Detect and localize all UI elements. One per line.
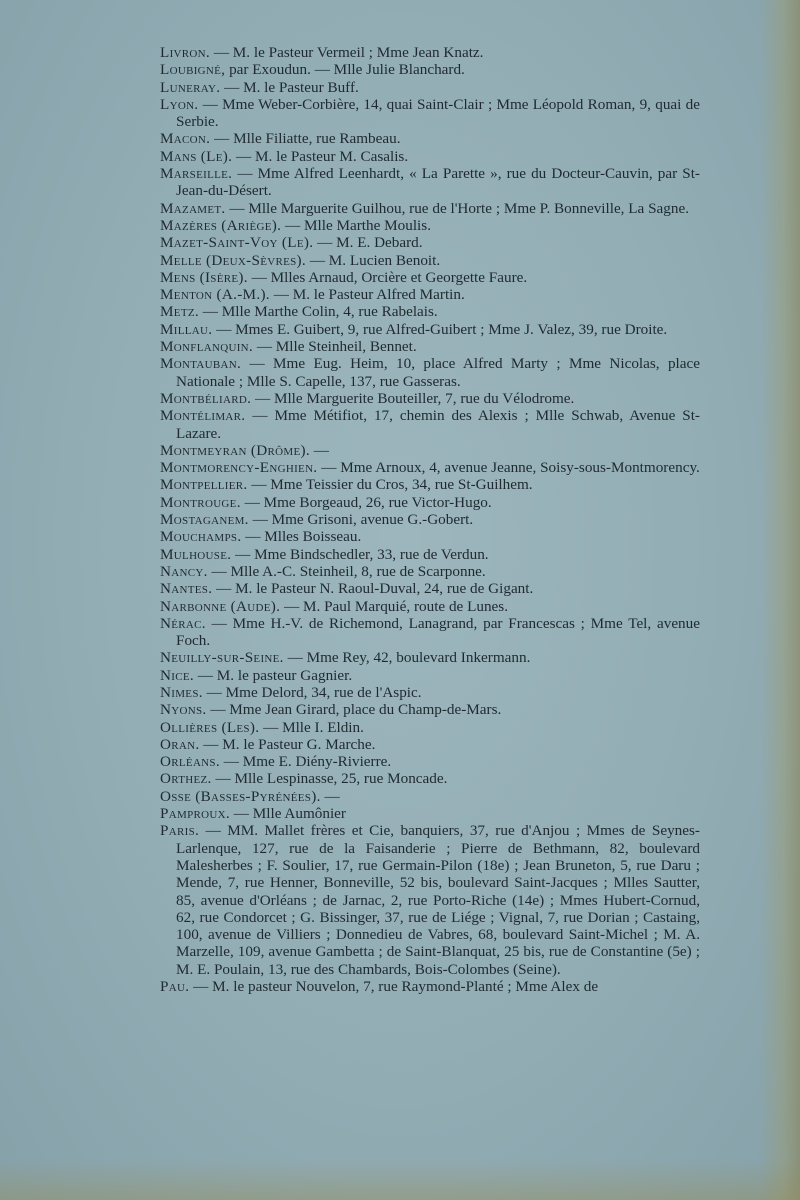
entry-place: Menton (A.-M.).	[160, 286, 270, 304]
entry-text: — Mme Rey, 42, boulevard Inkermann.	[283, 649, 531, 667]
list-entry	[160, 407, 700, 442]
list-entry	[160, 528, 700, 545]
list-entry	[160, 96, 700, 131]
entry-place: Montmeyran (Drôme).	[160, 441, 310, 459]
entry-text: — Mme Alfred Leenhardt, « La Parette », rue du Docteur-Cauvin, par St-Jean-du-Désert.	[176, 165, 700, 200]
entry-place: Nérac.	[160, 614, 206, 632]
list-entry	[160, 598, 700, 615]
entry-place: Nantes.	[160, 580, 213, 598]
entry-place: Orléans.	[160, 753, 220, 771]
list-entry	[160, 476, 700, 493]
entry-place: Orthez.	[160, 770, 212, 788]
entry-text: — Mme Métifiot, 17, chemin des Alexis ; Mlle Schwab, Avenue St-Lazare.	[176, 407, 700, 442]
list-entry	[160, 252, 700, 269]
entry-place: Loubigné,	[160, 61, 226, 79]
entry-place: Mulhouse.	[160, 545, 232, 563]
entry-place: Mouchamps.	[160, 528, 242, 546]
entry-text: — Mlle Marguerite Bouteiller, 7, rue du Vélodrome.	[251, 389, 575, 407]
entry-place: Narbonne (Aude).	[160, 597, 281, 615]
entry-text: par Exoudun. — Mlle Julie Blanchard.	[225, 61, 465, 79]
list-entry	[160, 61, 700, 78]
entry-text: — M. le pasteur Nouvelon, 7, rue Raymond-Planté ; Mme Alex de	[189, 978, 599, 996]
list-entry	[160, 148, 700, 165]
list-entry	[160, 494, 700, 511]
entry-place: Mans (Le).	[160, 147, 233, 165]
list-entry	[160, 719, 700, 736]
entry-place: Nyons.	[160, 701, 207, 719]
entry-text: — Mme H.-V. de Richemond, Lanagrand, par Francescas ; Mme Tel, avenue Foch.	[176, 614, 700, 650]
entry-place: Oran.	[160, 735, 200, 753]
list-entry	[160, 338, 700, 355]
entry-place: Lyon.	[160, 95, 199, 113]
entry-place: Mazères (Ariège).	[160, 216, 282, 234]
list-entry	[160, 788, 700, 805]
entry-text: —	[309, 441, 329, 459]
entry-text: — Mlle I. Eldin.	[259, 718, 364, 736]
address-list	[160, 44, 700, 995]
list-entry	[160, 79, 700, 96]
entry-text: — Mlle A.-C. Steinheil, 8, rue de Scarponne.	[207, 562, 486, 580]
entry-text: — Mlle Filiatte, rue Rambeau.	[210, 130, 401, 148]
list-entry	[160, 805, 700, 822]
list-entry	[160, 442, 700, 459]
list-entry	[160, 580, 700, 597]
entry-text: — Mlles Arnaud, Orcière et Georgette Faure.	[247, 268, 528, 286]
list-entry	[160, 390, 700, 407]
list-entry	[160, 736, 700, 753]
list-entry	[160, 200, 700, 217]
entry-text: — Mme Grisoni, avenue G.-Gobert.	[248, 511, 474, 529]
entry-text: — M. le Pasteur Vermeil ; Mme Jean Knatz.	[210, 44, 484, 61]
entry-place: Mazet-Saint-Voy (Le).	[160, 234, 314, 252]
list-entry	[160, 130, 700, 147]
entry-text: — Mlle Aumônier	[229, 805, 346, 823]
entry-place: Pamproux.	[160, 805, 230, 823]
entry-text: — M. le pasteur Gagnier.	[193, 666, 353, 684]
entry-place: Millau.	[160, 320, 213, 338]
entry-place: Metz.	[160, 303, 199, 321]
entry-text: — Mlle Marguerite Guilhou, rue de l'Horte ; Mme P. Bonneville, La Sagne.	[225, 199, 690, 217]
entry-text: — M. le Pasteur Alfred Martin.	[269, 286, 465, 304]
entry-text: — Mlles Boisseau.	[241, 528, 362, 546]
entry-text: — Mme Borgeaud, 26, rue Victor-Hugo.	[240, 493, 492, 511]
list-entry	[160, 321, 700, 338]
entry-text: — Mme Delord, 34, rue de l'Aspic.	[202, 683, 422, 701]
entry-place: Mazamet.	[160, 199, 226, 217]
list-entry	[160, 303, 700, 320]
list-entry	[160, 511, 700, 528]
entry-text: — Mlle Lespinasse, 25, rue Moncade.	[211, 770, 448, 788]
entry-text: — Mme Bindschedler, 33, rue de Verdun.	[231, 545, 489, 563]
list-entry	[160, 649, 700, 666]
list-entry	[160, 753, 700, 770]
entry-text: — MM. Mallet frères et Cie, banquiers, 37, rue d'Anjou ; Mmes de Seynes-Larlenque, 127, rue de la Faisanderie ; Pierre de Bethmann, 82, boulevard Malesherbes ; F. Soulier, 17, rue Germain-Pilon (18e) ; Jean Bruneton, 5, rue Daru ; Mende, 7, rue Henner, Bonneville, 52 bis, boulevard Saint-Jacques ; Mlles Sautter, 85, avenue d'Orléans ; de Jarnac, 2, rue Porto-Riche (14e) ; Mmes Hubert-Cornud, 62, rue Condorcet ; G. Bissinger, 37, rue de Liége ; Vignal, 7, rue Dorian ; Castaing, 100, avenue de Villiers ; Donnedieu de Vabres, 68, boulevard Saint-Michel ; M. A. Marzelle, 109, avenue Gambetta ; de Saint-Blanquat, 25 bis, rue de Constantine (5e) ; M. E. Poulain, 13, rue des Chambards, Bois-Colombes (Seine).	[176, 822, 700, 978]
list-entry	[160, 165, 700, 200]
entry-text: — Mme E. Diény-Rivierre.	[219, 753, 392, 771]
entry-place: Nancy.	[160, 562, 208, 580]
entry-text: — Mlle Steinheil, Bennet.	[253, 338, 417, 356]
entry-place: Livron.	[160, 44, 211, 61]
entry-text: — M. E. Debard.	[313, 234, 423, 252]
entry-place: Ollières (Les).	[160, 718, 260, 736]
entry-place: Montélimar.	[160, 407, 246, 425]
entry-text: — Mme Weber-Corbière, 14, quai Saint-Clair ; Mme Léopold Roman, 9, quai de Serbie.	[176, 95, 700, 131]
page-edge-shadow-right	[760, 0, 800, 1200]
entry-place: Nice.	[160, 666, 194, 684]
entry-text: — Mme Teissier du Cros, 34, rue St-Guilhem.	[247, 476, 533, 494]
list-entry	[160, 44, 700, 61]
entry-place: Mostaganem.	[160, 511, 249, 529]
entry-text: — Mme Arnoux, 4, avenue Jeanne, Soisy-sous-Montmorency.	[317, 459, 700, 477]
list-entry	[160, 563, 700, 580]
entry-text: — M. le Pasteur G. Marche.	[199, 735, 376, 753]
entry-place: Monflanquin.	[160, 338, 254, 356]
entry-text: —	[320, 787, 340, 805]
entry-place: Melle (Deux-Sèvres).	[160, 251, 307, 269]
list-entry	[160, 978, 700, 995]
page-edge-shadow-bottom	[0, 1160, 800, 1200]
entry-place: Paris.	[160, 822, 200, 840]
entry-place: Pau.	[160, 978, 190, 996]
entry-text: — M. le Pasteur M. Casalis.	[232, 147, 409, 165]
entry-place: Luneray.	[160, 78, 221, 96]
list-entry	[160, 701, 700, 718]
entry-text: — Mme Jean Girard, place du Champ-de-Mars.	[206, 701, 502, 719]
entry-place: Mens (Isère).	[160, 268, 248, 286]
list-entry	[160, 355, 700, 390]
entry-place: Montbéliard.	[160, 389, 252, 407]
list-entry	[160, 822, 700, 978]
list-entry	[160, 269, 700, 286]
entry-text: — M. Paul Marquié, route de Lunes.	[280, 597, 509, 615]
list-entry	[160, 217, 700, 234]
entry-text: — Mme Eug. Heim, 10, place Alfred Marty ; Mme Nicolas, place Nationale ; Mlle S. Capelle, 137, rue Gasseras.	[176, 355, 700, 390]
list-entry	[160, 459, 700, 476]
list-entry	[160, 667, 700, 684]
list-entry	[160, 286, 700, 303]
list-entry	[160, 615, 700, 650]
entry-text: — Mlle Marthe Colin, 4, rue Rabelais.	[198, 303, 438, 321]
list-entry	[160, 684, 700, 701]
entry-place: Montrouge.	[160, 493, 241, 511]
entry-place: Montpellier.	[160, 476, 248, 494]
entry-place: Neuilly-sur-Seine.	[160, 649, 284, 667]
list-entry	[160, 770, 700, 787]
entry-place: Montmorency-Enghien.	[160, 459, 318, 477]
list-entry	[160, 234, 700, 251]
entry-place: Macon.	[160, 130, 211, 148]
entry-text: — Mlle Marthe Moulis.	[281, 216, 431, 234]
entry-text: — Mmes E. Guibert, 9, rue Alfred-Guibert ; Mme J. Valez, 39, rue Droite.	[212, 320, 668, 338]
entry-text: — M. le Pasteur Buff.	[220, 78, 359, 96]
entry-place: Marseille.	[160, 165, 233, 183]
entry-place: Nimes.	[160, 683, 203, 701]
list-entry	[160, 546, 700, 563]
entry-place: Osse (Basses-Pyrénées).	[160, 787, 321, 805]
entry-place: Montauban.	[160, 355, 242, 373]
entry-text: — M. Lucien Benoit.	[306, 251, 441, 269]
entry-text: — M. le Pasteur N. Raoul-Duval, 24, rue de Gigant.	[212, 580, 534, 598]
